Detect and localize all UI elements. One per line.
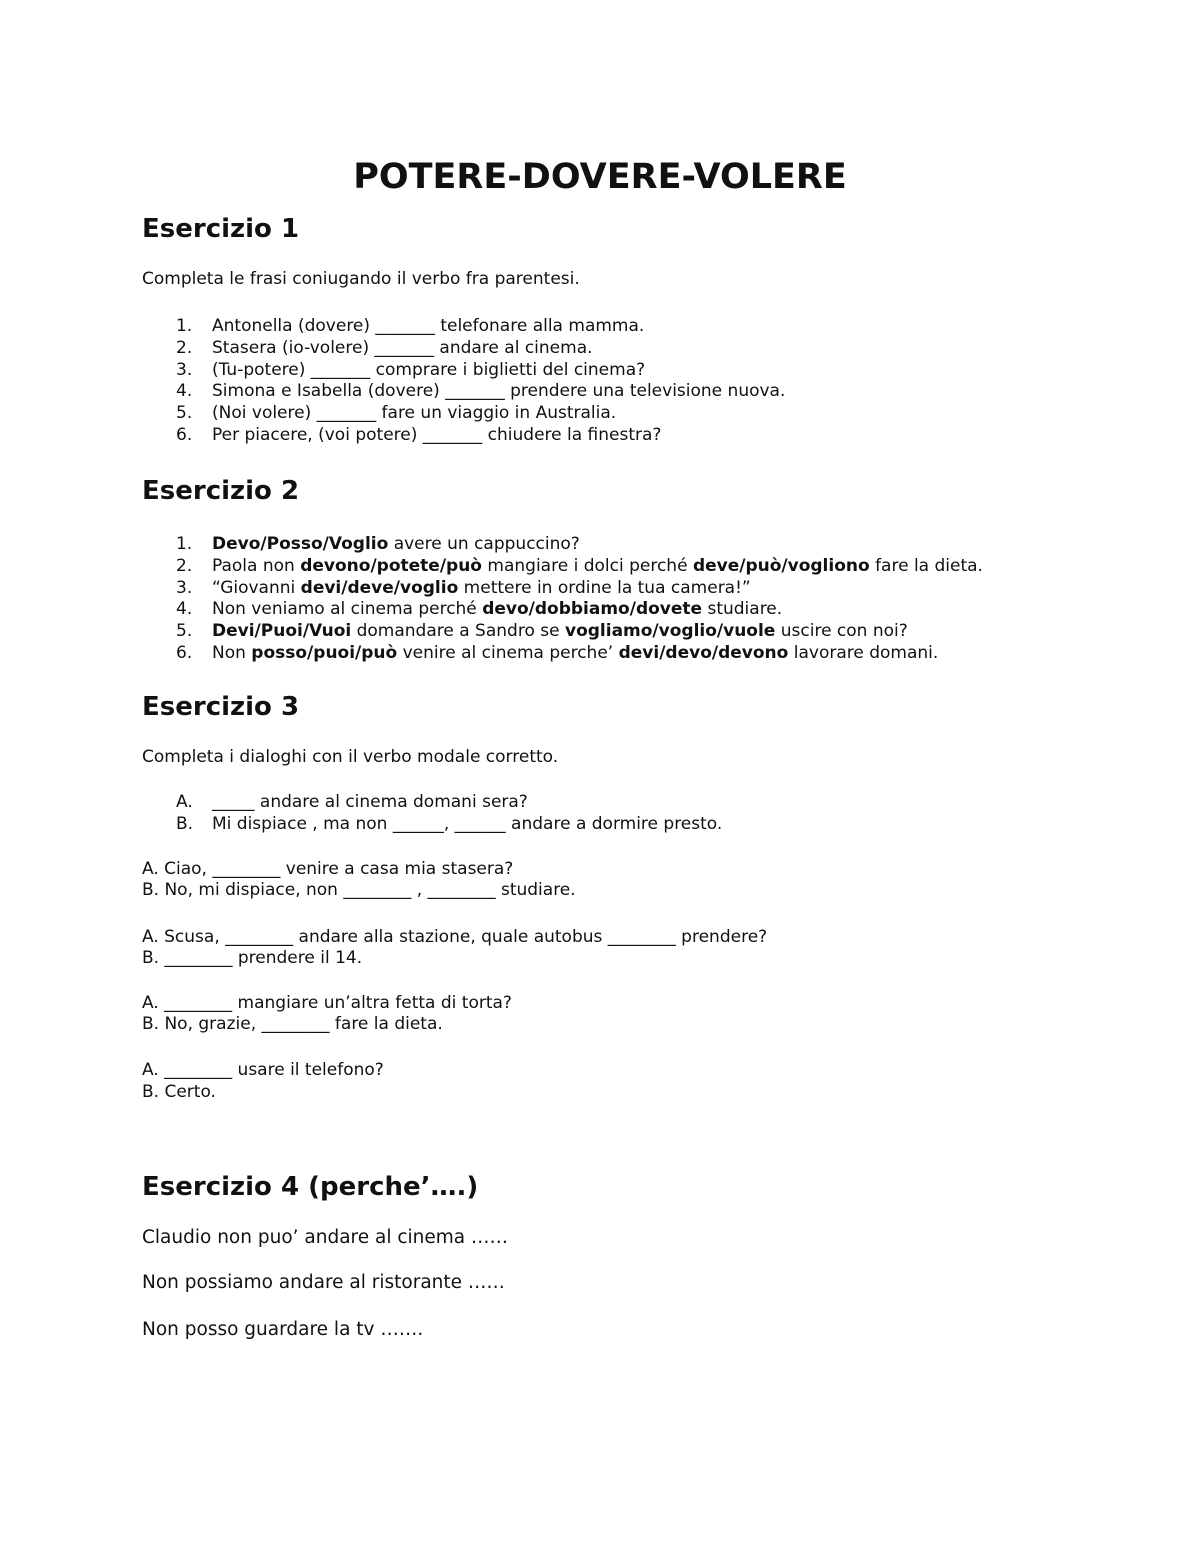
dialogue-line: B. ________ prendere il 14. [142,948,363,968]
exercise-4-heading: Esercizio 4 (perche’….) [142,1172,479,1202]
list-item [142,621,983,643]
item-text: mettere in ordine la tua camera!” [458,577,751,598]
exercise-2-list [142,534,983,665]
item-text: Simona e Isabella (dovere) _______ prendere una televisione nuova. [212,381,786,402]
item-number: 1. [176,534,193,554]
list-item [142,599,983,621]
list-item [142,578,983,600]
exercise-4-line: Non posso guardare la tv ……. [142,1319,424,1340]
item-text: “Giovanni [212,577,301,598]
item-text: Mi dispiace , ma non ______, ______ andare a dormire presto. [212,813,723,834]
item-number: 1. [176,316,193,336]
item-text: uscire con noi? [775,621,908,642]
list-item [142,338,785,360]
item-text: Per piacere, (voi potere) _______ chiudere la finestra? [212,424,662,445]
choice-text: deve/può/vogliono [692,555,870,576]
list-item [142,360,785,382]
item-text: Non veniamo al cinema perché [212,599,483,620]
list-item [142,316,785,338]
item-text: Antonella (dovere) _______ telefonare alla mamma. [212,316,645,336]
item-number: 5. [176,403,193,424]
dialogue-line: A. Ciao, ________ venire a casa mia stasera? [142,859,514,879]
item-number: 3. [176,359,193,380]
list-item [142,814,722,836]
choice-text: devi/deve/voglio [300,577,459,598]
item-text: domandare a Sandro se [351,621,565,642]
choice-text: devono/potete/può [300,555,482,576]
list-item [142,643,983,665]
list-item [142,403,785,425]
item-text: Stasera (io-volere) _______ andare al cinema. [212,337,593,358]
dialogue-line: B. Certo. [142,1082,216,1102]
item-letter: A. [176,792,193,812]
dialogue-line: A. Scusa, ________ andare alla stazione, quale autobus ________ prendere? [142,927,768,947]
item-text: Non [212,642,252,663]
exercise-1-heading: Esercizio 1 [142,214,300,244]
item-text: studiare. [702,599,783,620]
item-number: 6. [176,642,193,663]
item-text: venire al cinema perche’ [397,642,619,663]
choice-text: Devo/Posso/Voglio [212,534,389,554]
list-item [142,556,983,578]
item-letter: B. [176,813,194,834]
choice-text: devi/devo/devono [618,642,789,663]
item-number: 4. [176,381,193,402]
item-text: avere un cappuccino? [388,534,580,554]
dialogue-line: A. ________ usare il telefono? [142,1060,384,1080]
exercise-3-instruction: Completa i dialoghi con il verbo modale corretto. [142,747,559,767]
item-text: (Tu-potere) _______ comprare i biglietti del cinema? [212,359,646,380]
page-title: POTERE-DOVERE-VOLERE [353,157,847,197]
exercise-4-line: Non possiamo andare al ristorante …… [142,1272,505,1293]
dialogue-line: A. ________ mangiare un’altra fetta di torta? [142,993,512,1013]
choice-text: devo/dobbiamo/dovete [482,599,703,620]
exercise-1-list [142,316,785,447]
exercise-2-heading: Esercizio 2 [142,476,300,506]
choice-text: posso/puoi/può [251,642,398,663]
item-text: (Noi volere) _______ fare un viaggio in Australia. [212,403,617,424]
exercise-3-list [142,792,722,836]
item-number: 2. [176,555,193,576]
choice-text: vogliamo/voglio/vuole [564,621,776,642]
list-item [142,381,785,403]
list-item [142,792,722,814]
exercise-1-instruction: Completa le frasi coniugando il verbo fra parentesi. [142,269,580,289]
item-number: 6. [176,424,193,445]
exercise-3-heading: Esercizio 3 [142,692,300,722]
item-text: Paola non [212,555,301,576]
item-text: mangiare i dolci perché [482,555,693,576]
exercise-4-line: Claudio non puo’ andare al cinema …… [142,1227,509,1248]
list-item [142,534,983,556]
item-text: lavorare domani. [788,642,939,663]
item-text: _____ andare al cinema domani sera? [212,792,528,812]
item-number: 5. [176,621,193,642]
item-number: 4. [176,599,193,620]
item-text: fare la dieta. [869,555,983,576]
dialogue-line: B. No, grazie, ________ fare la dieta. [142,1014,443,1034]
choice-text: Devi/Puoi/Vuoi [212,621,352,642]
list-item [142,425,785,447]
dialogue-line: B. No, mi dispiace, non ________ , ________ studiare. [142,880,576,900]
item-number: 2. [176,337,193,358]
item-number: 3. [176,577,193,598]
